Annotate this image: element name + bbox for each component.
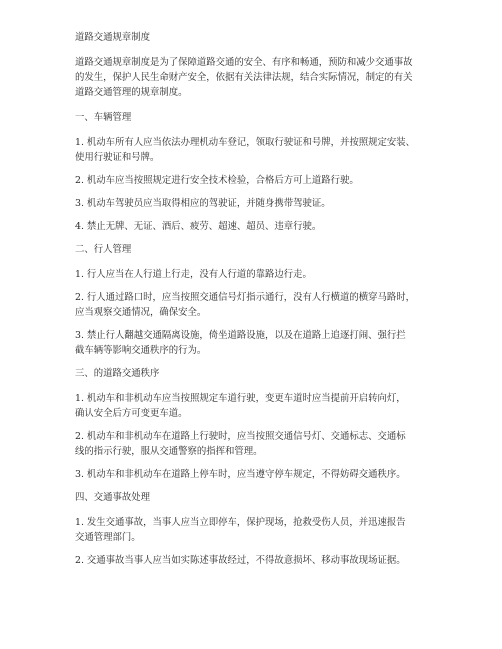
list-item xyxy=(75,467,437,482)
document-page xyxy=(75,30,437,576)
list-item-line: 使用行驶证和号牌。 xyxy=(75,152,160,163)
section-heading-vehicle xyxy=(75,110,437,125)
section-heading-pedestrian xyxy=(75,242,437,257)
list-item-line: 2. 机动车和非机动车在道路上行驶时，应当按照交通信号灯、交通标志、交通标 xyxy=(75,431,406,442)
intro-line: 道路交通规章制度是为了保障道路交通的安全、有序和畅通，预防和减少交通事故 xyxy=(75,57,413,68)
list-item-line: 1. 发生交通事故，当事人应当立即停车，保护现场，抢救受伤人员，并迅速报告 xyxy=(75,517,406,528)
section-heading-traffic-order xyxy=(75,366,437,381)
list-item-line: 确认安全后方可变更车道。 xyxy=(75,408,188,419)
list-item xyxy=(75,135,437,165)
list-item xyxy=(75,219,437,234)
list-item-line: 2. 机动车应当按照规定进行安全技术检验，合格后方可上道路行驶。 xyxy=(75,175,359,186)
intro-paragraph xyxy=(75,55,437,100)
document-title xyxy=(75,30,437,45)
section-heading-text: 一、车辆管理 xyxy=(75,112,132,123)
list-item xyxy=(75,328,437,358)
list-item xyxy=(75,290,437,320)
list-item xyxy=(75,267,437,282)
list-item xyxy=(75,553,437,568)
list-item-line: 4. 禁止无牌、无证、酒后、疲劳、超速、超员、违章行驶。 xyxy=(75,221,322,232)
list-item-line: 2. 交通事故当事人应当如实陈述事故经过，不得故意损坏、移动事故现场证据。 xyxy=(75,555,406,566)
title-text: 道路交通规章制度 xyxy=(75,32,151,43)
list-item-line: 1. 机动车所有人应当依法办理机动车登记，领取行驶证和号牌，并按照规定安装、 xyxy=(75,137,416,148)
list-item xyxy=(75,391,437,421)
section-heading-accident xyxy=(75,490,437,505)
list-item-line: 3. 机动车和非机动车在道路上停车时，应当遵守停车规定，不得妨碍交通秩序。 xyxy=(75,469,406,480)
list-item xyxy=(75,173,437,188)
list-item-line: 2. 行人通过路口时，应当按照交通信号灯指示通行，没有人行横道的横穿马路时， xyxy=(75,292,416,303)
section-heading-text: 三、的道路交通秩序 xyxy=(75,368,160,379)
list-item xyxy=(75,515,437,545)
list-item-line: 线的指示行驶，服从交通警察的指挥和管理。 xyxy=(75,446,263,457)
list-item-line: 交通管理部门。 xyxy=(75,532,141,543)
list-item-line: 1. 机动车和非机动车应当按照规定车道行驶，变更车道时应当提前开启转向灯， xyxy=(75,393,406,404)
section-heading-text: 二、行人管理 xyxy=(75,244,132,255)
list-item-line: 1. 行人应当在人行道上行走，没有人行道的靠路边行走。 xyxy=(75,269,312,280)
list-item-line: 截车辆等影响交通秩序的行为。 xyxy=(75,345,207,356)
intro-line: 的发生，保护人民生命财产安全，依据有关法律法规，结合实际情况，制定的有关 xyxy=(75,72,413,83)
list-item-line: 应当观察交通情况，确保安全。 xyxy=(75,307,207,318)
intro-line: 道路交通管理的规章制度。 xyxy=(75,87,188,98)
list-item xyxy=(75,429,437,459)
list-item xyxy=(75,196,437,211)
list-item-line: 3. 机动车驾驶员应当取得相应的驾驶证，并随身携带驾驶证。 xyxy=(75,198,331,209)
list-item-line: 3. 禁止行人翻越交通隔离设施，倚坐道路设施，以及在道路上追逐打闹、强行拦 xyxy=(75,330,406,341)
section-heading-text: 四、交通事故处理 xyxy=(75,492,151,503)
